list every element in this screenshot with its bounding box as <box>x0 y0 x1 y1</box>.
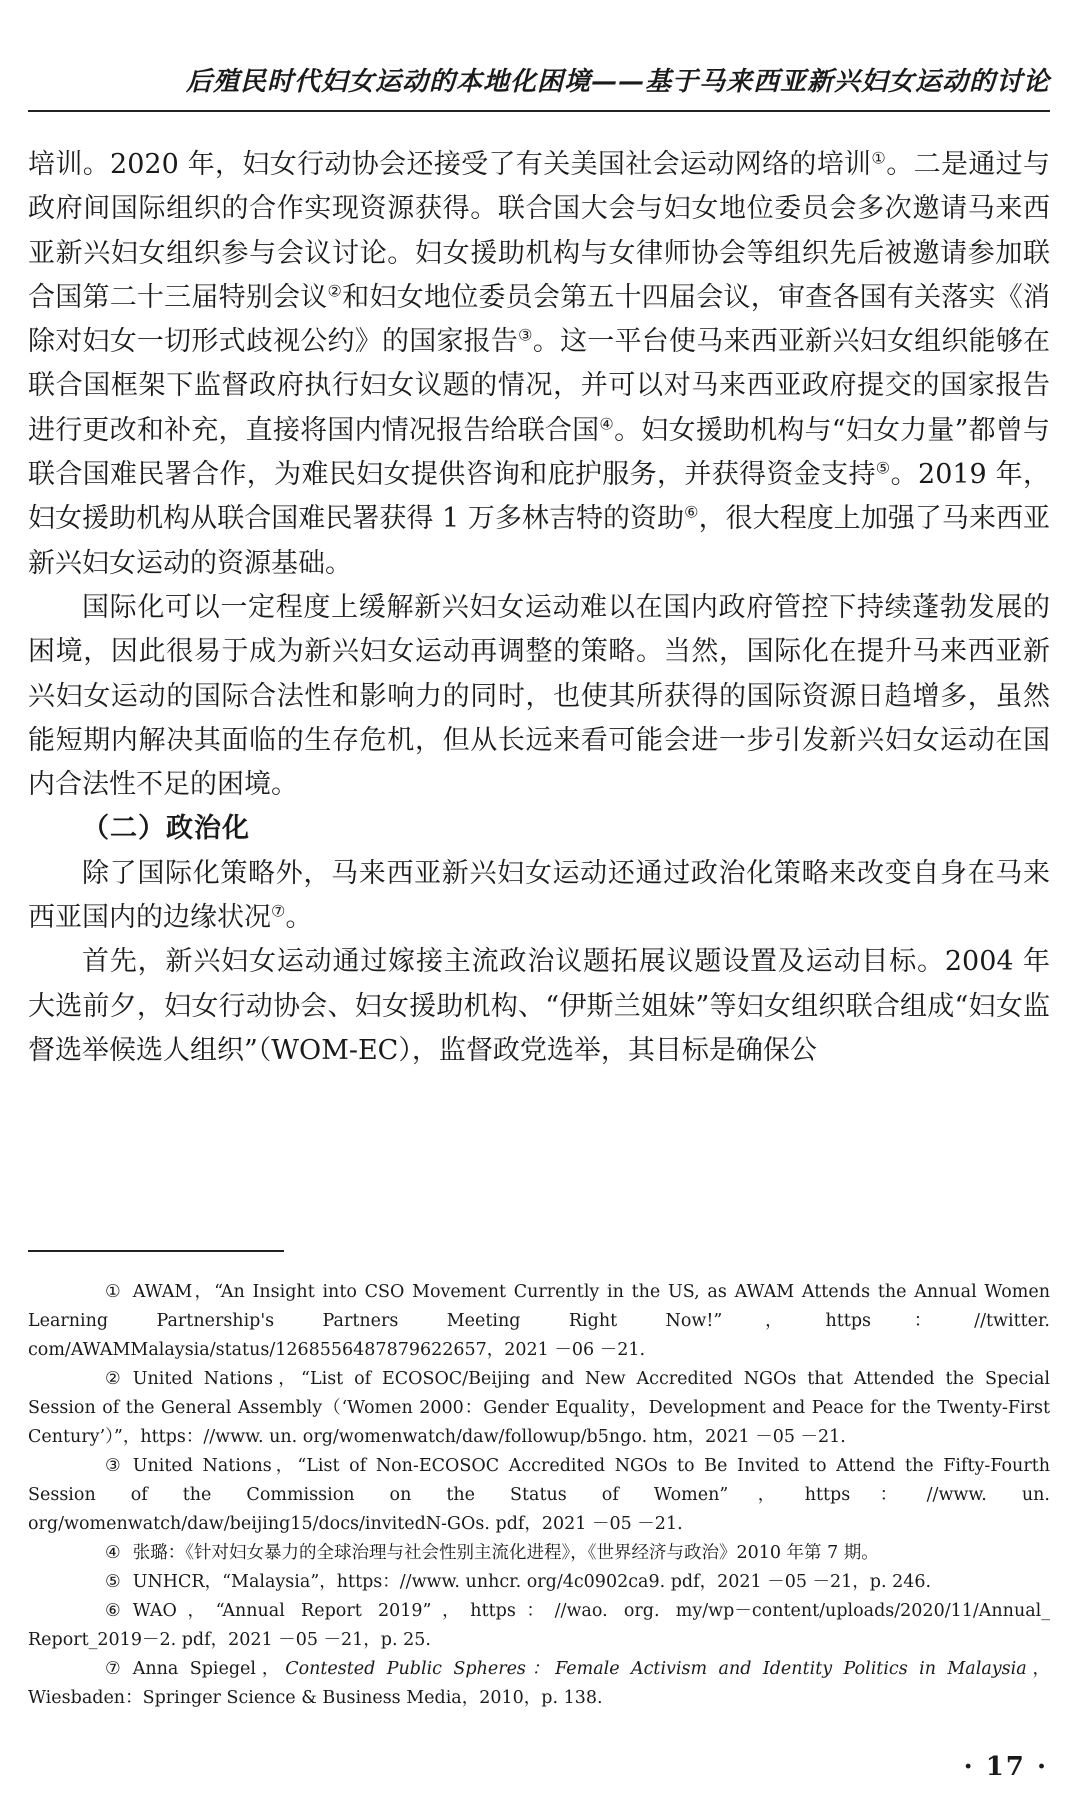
footnote-ref-5[interactable]: ⑤ <box>875 458 891 478</box>
footnote-6: ⑥ WAO，“Annual Report 2019”，https：//wao. org. my/wp－content/uploads/2020/11/Annual_ Report_2019－2. pdf，2021 －05 －21，p. 25. <box>28 1601 1050 1650</box>
book-title: Contested Public Spheres：Female Activism and Identity Politics in Malaysia <box>285 1659 1027 1679</box>
footnotes <box>28 1278 1050 1713</box>
main-text <box>28 143 1050 1073</box>
page-number: · 17 · <box>963 1752 1048 1782</box>
paragraph-3: 除了国际化策略外，马来西亚新兴妇女运动还通过政治化策略来改变自身在马来西亚国内的边缘状况⑦。 <box>28 857 1050 934</box>
footnote-4: ④ 张璐：《针对妇女暴力的全球治理与社会性别主流化进程》，《世界经济与政治》2010 年第 7 期。 <box>105 1543 879 1563</box>
header-rule <box>28 110 1050 112</box>
paragraph-2: 国际化可以一定程度上缓解新兴妇女运动难以在国内政府管控下持续蓬勃发展的困境，因此很易于成为新兴妇女运动再调整的策略。当然，国际化在提升马来西亚新兴妇女运动的国际合法性和影响力的同时，也使其所获得的国际资源日趋增多，虽然能短期内解决其面临的生存危机，但从长远来看可能会进一步引发新兴妇女运动在国内合法性不足的困境。 <box>28 591 1050 801</box>
footnote-ref-2[interactable]: ② <box>327 281 343 301</box>
footnote-2: ② United Nations，“List of ECOSOC/Beijing and New Accredited NGOs that Attended the Special Session of the General Assembly（‘Women 2000：Gender Equality，Development and Peace for the Twenty-First Century’）”，https：//www. un. org/womenwatch/daw/followup/b5ngo. htm，2021 －05 －21. <box>28 1369 1050 1447</box>
section-heading: （二）政治化 <box>82 813 250 845</box>
footnote-5: ⑤ UNHCR，“Malaysia”，https：//www. unhcr. org/4c0902ca9. pdf，2021 －05 －21，p. 246. <box>105 1572 932 1592</box>
footnote-7: ⑦ Anna Spiegel，Contested Public Spheres：Female Activism and Identity Politics in Malaysia，Wiesbaden：Springer Science & Business Media，2010，p. 138. <box>28 1659 1051 1708</box>
footnote-ref-6[interactable]: ⑥ <box>684 502 699 522</box>
footnote-ref-7[interactable]: ⑦ <box>271 901 286 921</box>
footnote-ref-3[interactable]: ③ <box>518 325 533 345</box>
footnote-1: ① AWAM，“An Insight into CSO Movement Currently in the US, as AWAM Attends the Annual Women Learning Partnership's Partners Meeting Right Now!”，https：//twitter. com/AWAMMalaysia/status/1268556487879622657，2021 －06 －21. <box>28 1282 1050 1360</box>
footnote-3: ③ United Nations，“List of Non-ECOSOC Accredited NGOs to Be Invited to Attend the Fifty-Fourth Session of the Commission on the Status of Women”，https：//www. un. org/womenwatch/daw/beijing15/docs/invitedN-GOs. pdf，2021 －05 －21. <box>28 1456 1050 1534</box>
paragraph-4: 首先，新兴妇女运动通过嫁接主流政治议题拓展议题设置及运动目标。2004 年大选前夕，妇女行动协会、妇女援助机构、“伊斯兰姐妹”等妇女组织联合组成“妇女监督选举候选人组织”（WOM-EC），监督政党选举，其目标是确保公 <box>28 946 1050 1066</box>
paragraph-1: 培训。2020 年，妇女行动协会还接受了有关美国社会运动网络的培训①。二是通过与政府间国际组织的合作实现资源获得。联合国大会与妇女地位委员会多次邀请马来西亚新兴妇女组织参与会议讨论。妇女援助机构与女律师协会等组织先后被邀请参加联合国第二十三届特别会议②和妇女地位委员会第五十四届会议，审查各国有关落实《消除对妇女一切形式歧视公约》的国家报告③。这一平台使马来西亚新兴妇女组织能够在联合国框架下监督政府执行妇女议题的情况，并可以对马来西亚政府提交的国家报告进行更改和补充，直接将国内情况报告给联合国④。妇女援助机构与“妇女力量”都曾与联合国难民署合作，为难民妇女提供咨询和庇护服务，并获得资金支持⑤。2019 年，妇女援助机构从联合国难民署获得 1 万多林吉特的资助⑥，很大程度上加强了马来西亚新兴妇女运动的资源基础。 <box>28 148 1051 579</box>
running-header: 后殖民时代妇女运动的本地化困境——基于马来西亚新兴妇女运动的讨论 <box>185 67 1050 97</box>
footnote-ref-4[interactable]: ④ <box>599 414 615 434</box>
footnote-rule <box>28 1250 284 1252</box>
footnote-ref-1[interactable]: ① <box>871 148 887 168</box>
